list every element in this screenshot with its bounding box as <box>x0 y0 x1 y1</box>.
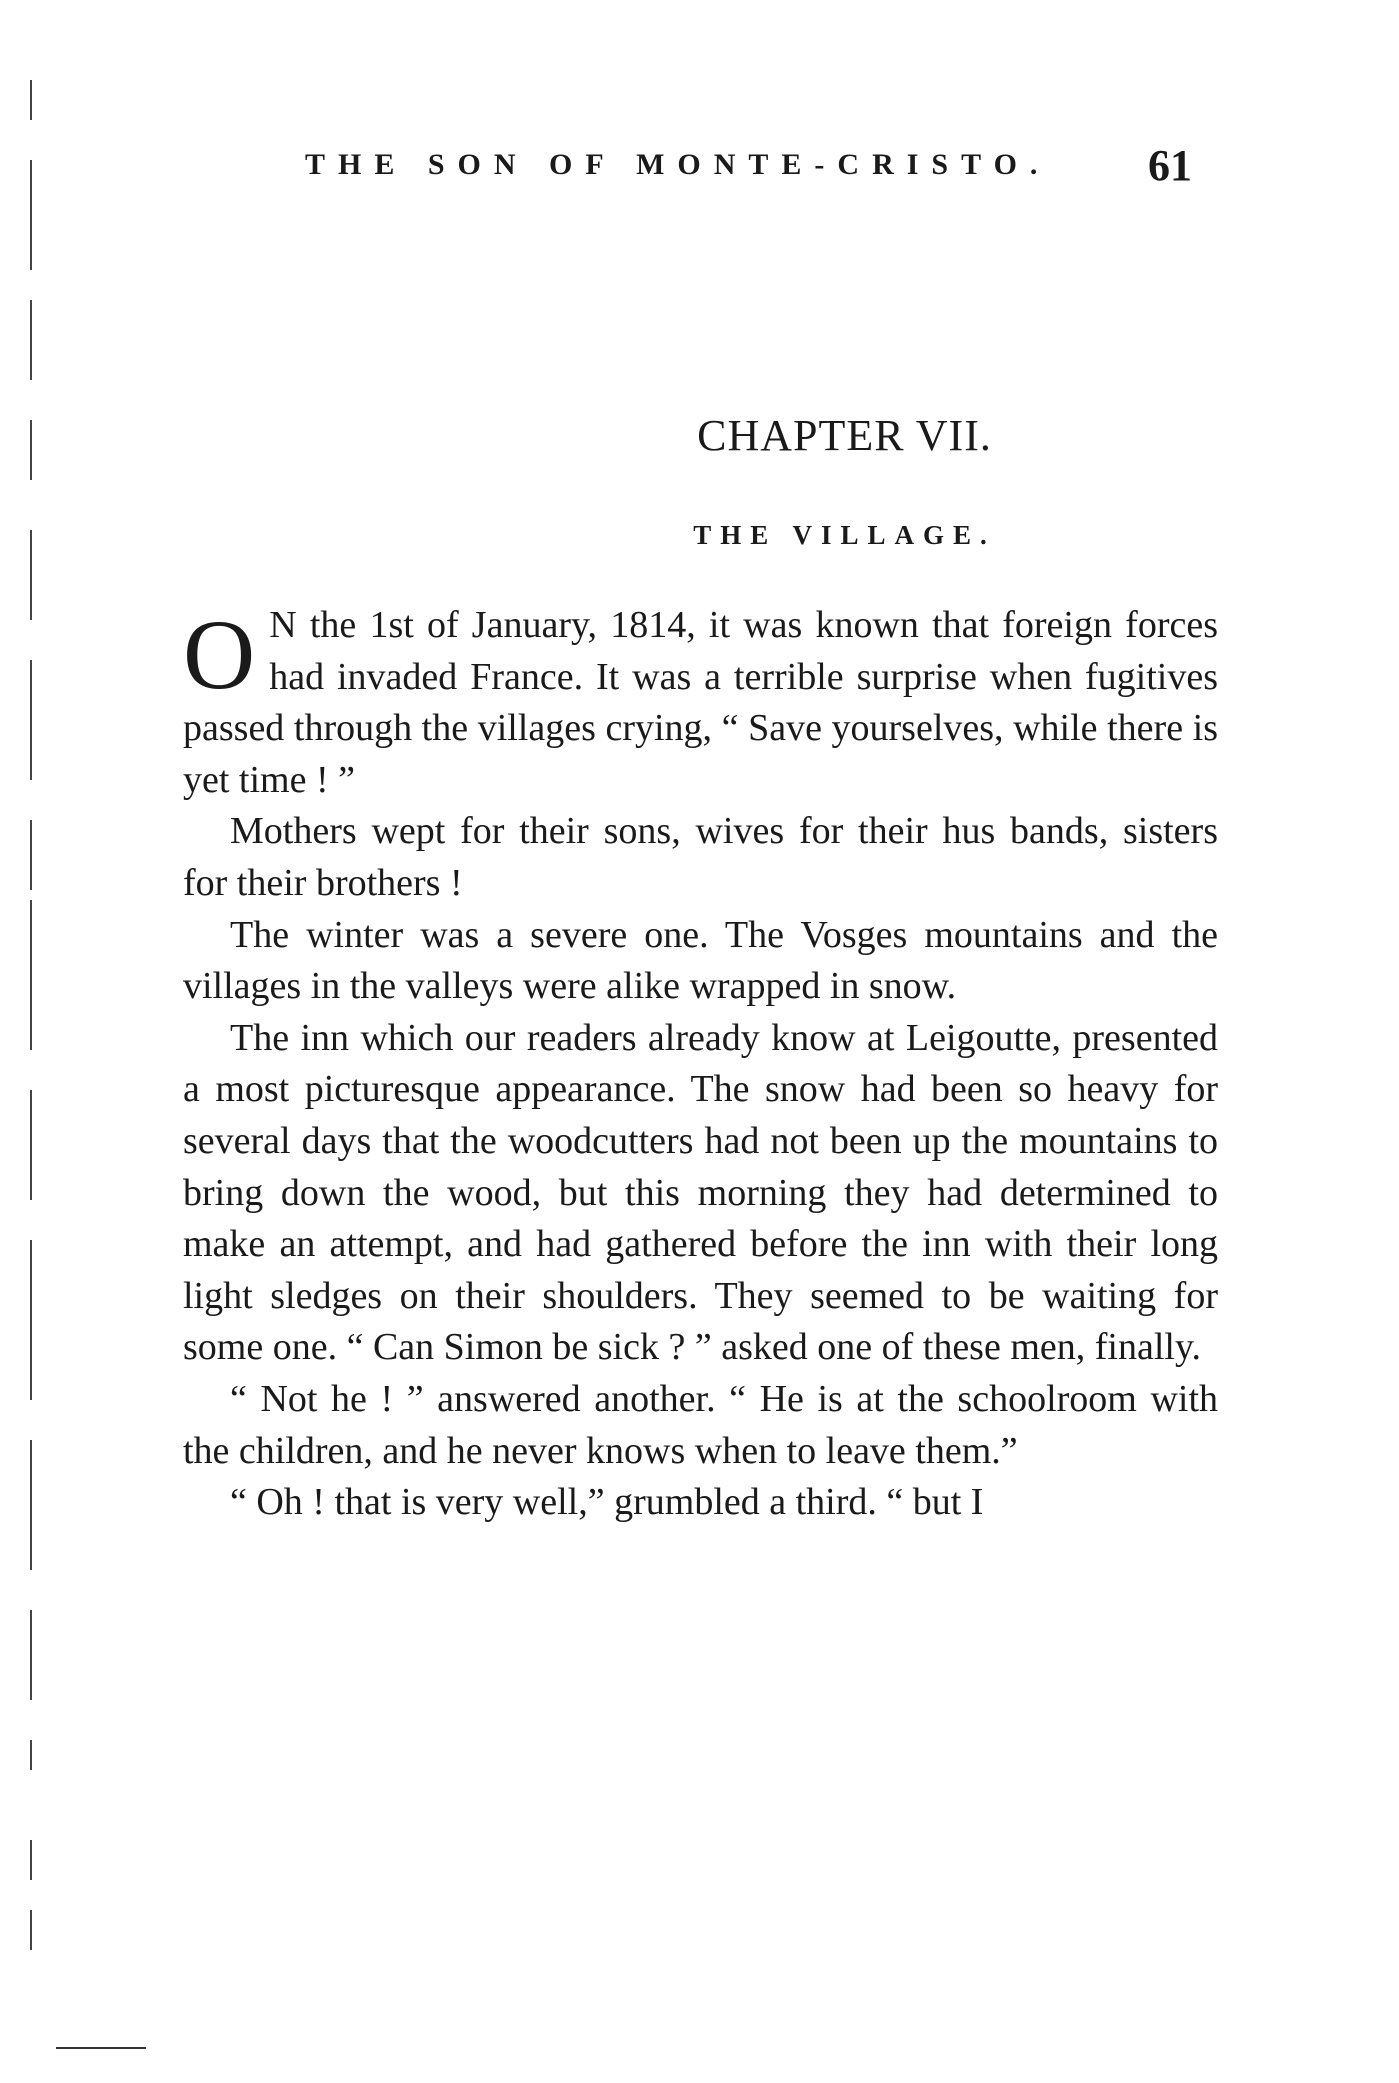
paragraph: Mothers wept for their sons, wives for their hus bands, sisters for their brothers ! <box>183 810 1218 904</box>
paragraph <box>183 600 1218 806</box>
running-head-title: THE SON OF MONTE-CRISTO. <box>305 148 1051 181</box>
paragraph: “ Oh ! that is very well,” grumbled a third. “ but I <box>230 1481 984 1524</box>
paragraph: “ Not he ! ” answered another. “ He is at the schoolroom with the children, and he never knows when to leave them.” <box>183 1377 1218 1472</box>
paragraph: The winter was a severe one. The Vosges mountains and the villages in the valleys were alike wrapped in snow. <box>183 913 1218 1008</box>
chapter-title: CHAPTER VII. <box>697 411 992 460</box>
chapter-subtitle: THE VILLAGE. <box>693 520 996 550</box>
paragraph-text: N the 1st of January, 1814, it was known that foreign forces had invaded France. It was a terrible surprise when fugitives passed through the villages crying, “ Save yourselves, while there is yet time ! ” <box>183 604 1218 801</box>
paragraph: The inn which our readers already know at Leigoutte, presented a most picturesque appearance. The snow had been so heavy for several days that the woodcutters had not been up the mountains to bring down the wood, but this morning they had determined to make an attempt, and had gathered before the inn with their long light sledges on their shoulders. They seemed to be waiting for some one. “ Can Simon be sick ? ” asked one of these men, finally. <box>183 1016 1218 1369</box>
page-number: 61 <box>1148 141 1192 190</box>
footer-rule <box>56 2047 146 2049</box>
drop-cap: O <box>183 599 256 710</box>
body-text <box>183 600 1218 1529</box>
scan-margin-marks <box>22 60 42 1960</box>
